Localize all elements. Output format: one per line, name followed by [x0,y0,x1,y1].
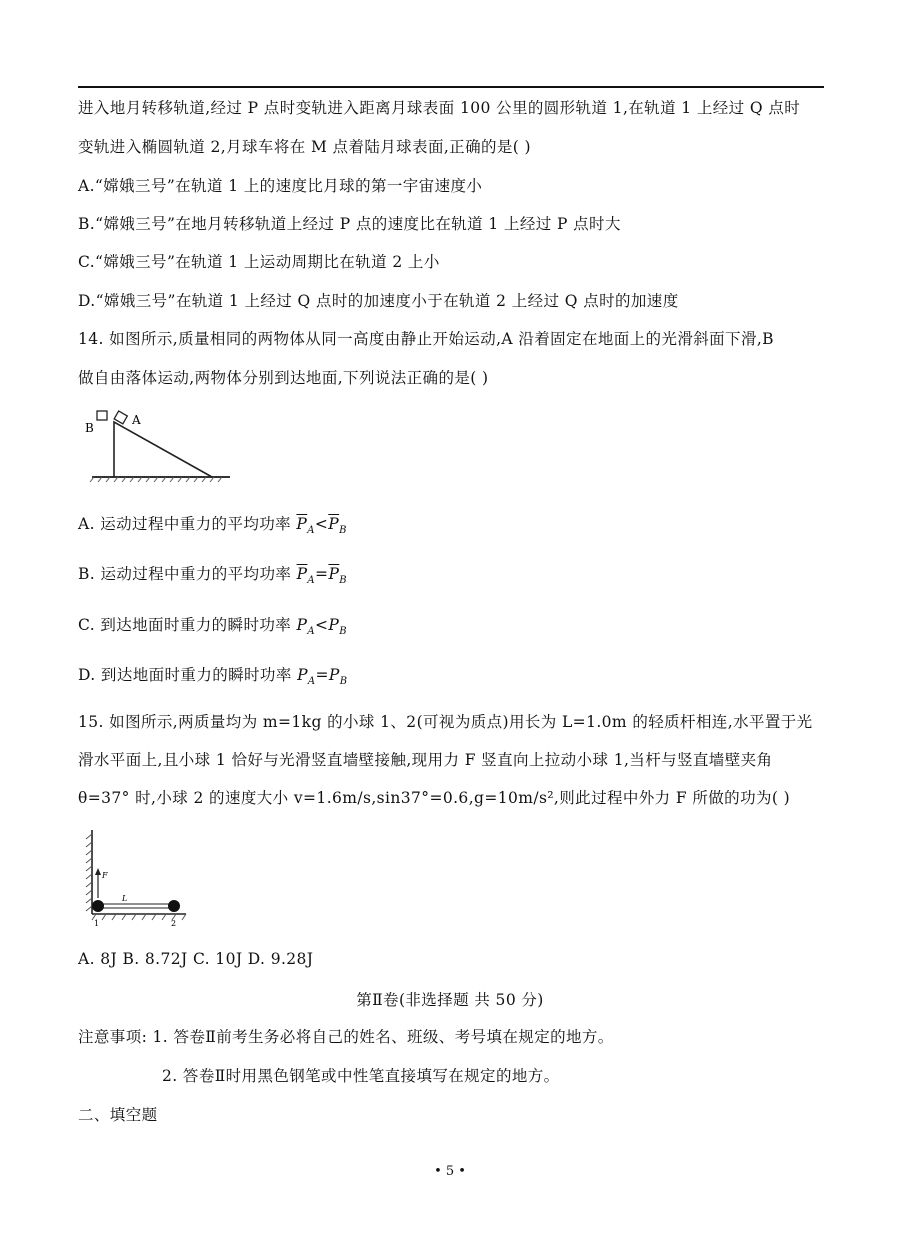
ball-2 [168,900,180,912]
q13-continuation-line-2: 变轨进入椭圆轨道 2,月球车将在 M 点着陆月球表面,正确的是( ) [78,138,531,156]
q14-option-a-text: A. 运动过程中重力的平均功率 [78,515,292,533]
incline-triangle [114,422,212,477]
q14-option-b-formula: $\overline{P}_A=\overline{P}_B$ [296,565,348,586]
notice-line-1: 注意事项: 1. 答卷Ⅱ前考生务必将自己的姓名、班级、考号填在规定的地方。 [78,1028,614,1046]
q14-option-b [78,562,347,586]
q14-stem-line-2: 做自由落体运动,两物体分别到达地面,下列说法正确的是( ) [78,369,489,387]
page-number: • 5 • [434,1164,466,1179]
rod [98,904,174,908]
q14-option-c-formula: $P_A<P_B$ [296,616,347,637]
section-2-title: 第Ⅱ卷(非选择题 共 50 分) [356,991,544,1009]
q15-rod-figure [78,826,188,930]
q15-stem-line-3: θ=37° 时,小球 2 的速度大小 v=1.6m/s,sin37°=0.6,g=10m/s²,则此过程中外力 F 所做的功为( ) [78,789,791,807]
q13-continuation-line-1: 进入地月转移轨道,经过 P 点时变轨进入距离月球表面 100 公里的圆形轨道 1,在轨道 1 上经过 Q 点时 [78,99,801,117]
q15-stem-line-1: 15. 如图所示,两质量均为 m=1kg 的小球 1、2(可视为质点)用长为 L=1.0m 的轻质杆相连,水平置于光 [78,713,813,731]
block-a [114,411,127,424]
q13-option-b: B.“嫦娥三号”在地月转移轨道上经过 P 点的速度比在轨道 1 上经过 P 点时大 [78,215,621,233]
label-f: F [102,871,108,880]
q14-option-c [78,613,347,637]
q14-option-d [78,663,348,687]
label-ball-2: 2 [171,919,177,928]
q14-incline-figure [84,404,234,484]
q14-option-d-formula: $P_A=P_B$ [297,666,348,687]
label-a: A [132,413,141,427]
q13-option-c: C.“嫦娥三号”在轨道 1 上运动周期比在轨道 2 上小 [78,253,440,271]
q14-option-d-text: D. 到达地面时重力的瞬时功率 [78,666,292,684]
q14-stem-line-1: 14. 如图所示,质量相同的两物体从同一高度由静止开始运动,A 沿着固定在地面上的光滑斜面下滑,B [78,330,774,348]
label-l: L [122,894,128,903]
q13-option-a: A.“嫦娥三号”在轨道 1 上的速度比月球的第一宇宙速度小 [78,177,483,195]
q14-option-a [78,512,347,536]
header-rule [78,86,824,88]
ball-1 [92,900,104,912]
q14-option-a-formula: $\overline{P}_A<\overline{P}_B$ [296,515,347,536]
force-arrowhead [95,868,101,875]
q15-options: A. 8J B. 8.72J C. 10J D. 9.28J [78,950,314,968]
notice-line-2: 2. 答卷Ⅱ时用黑色钢笔或中性笔直接填写在规定的地方。 [162,1067,560,1085]
label-ball-1: 1 [94,919,100,928]
label-b: B [85,421,94,435]
block-b [97,411,107,420]
q13-option-d: D.“嫦娥三号”在轨道 1 上经过 Q 点时的加速度小于在轨道 2 上经过 Q 点时的加速度 [78,292,679,310]
q14-option-b-text: B. 运动过程中重力的平均功率 [78,565,292,583]
wall-hatching [86,834,92,911]
q15-stem-line-2: 滑水平面上,且小球 1 恰好与光滑竖直墙壁接触,现用力 F 竖直向上拉动小球 1,当杆与竖直墙壁夹角 [78,751,773,769]
section-fill-blank-heading: 二、填空题 [78,1106,158,1124]
q14-option-c-text: C. 到达地面时重力的瞬时功率 [78,616,292,634]
